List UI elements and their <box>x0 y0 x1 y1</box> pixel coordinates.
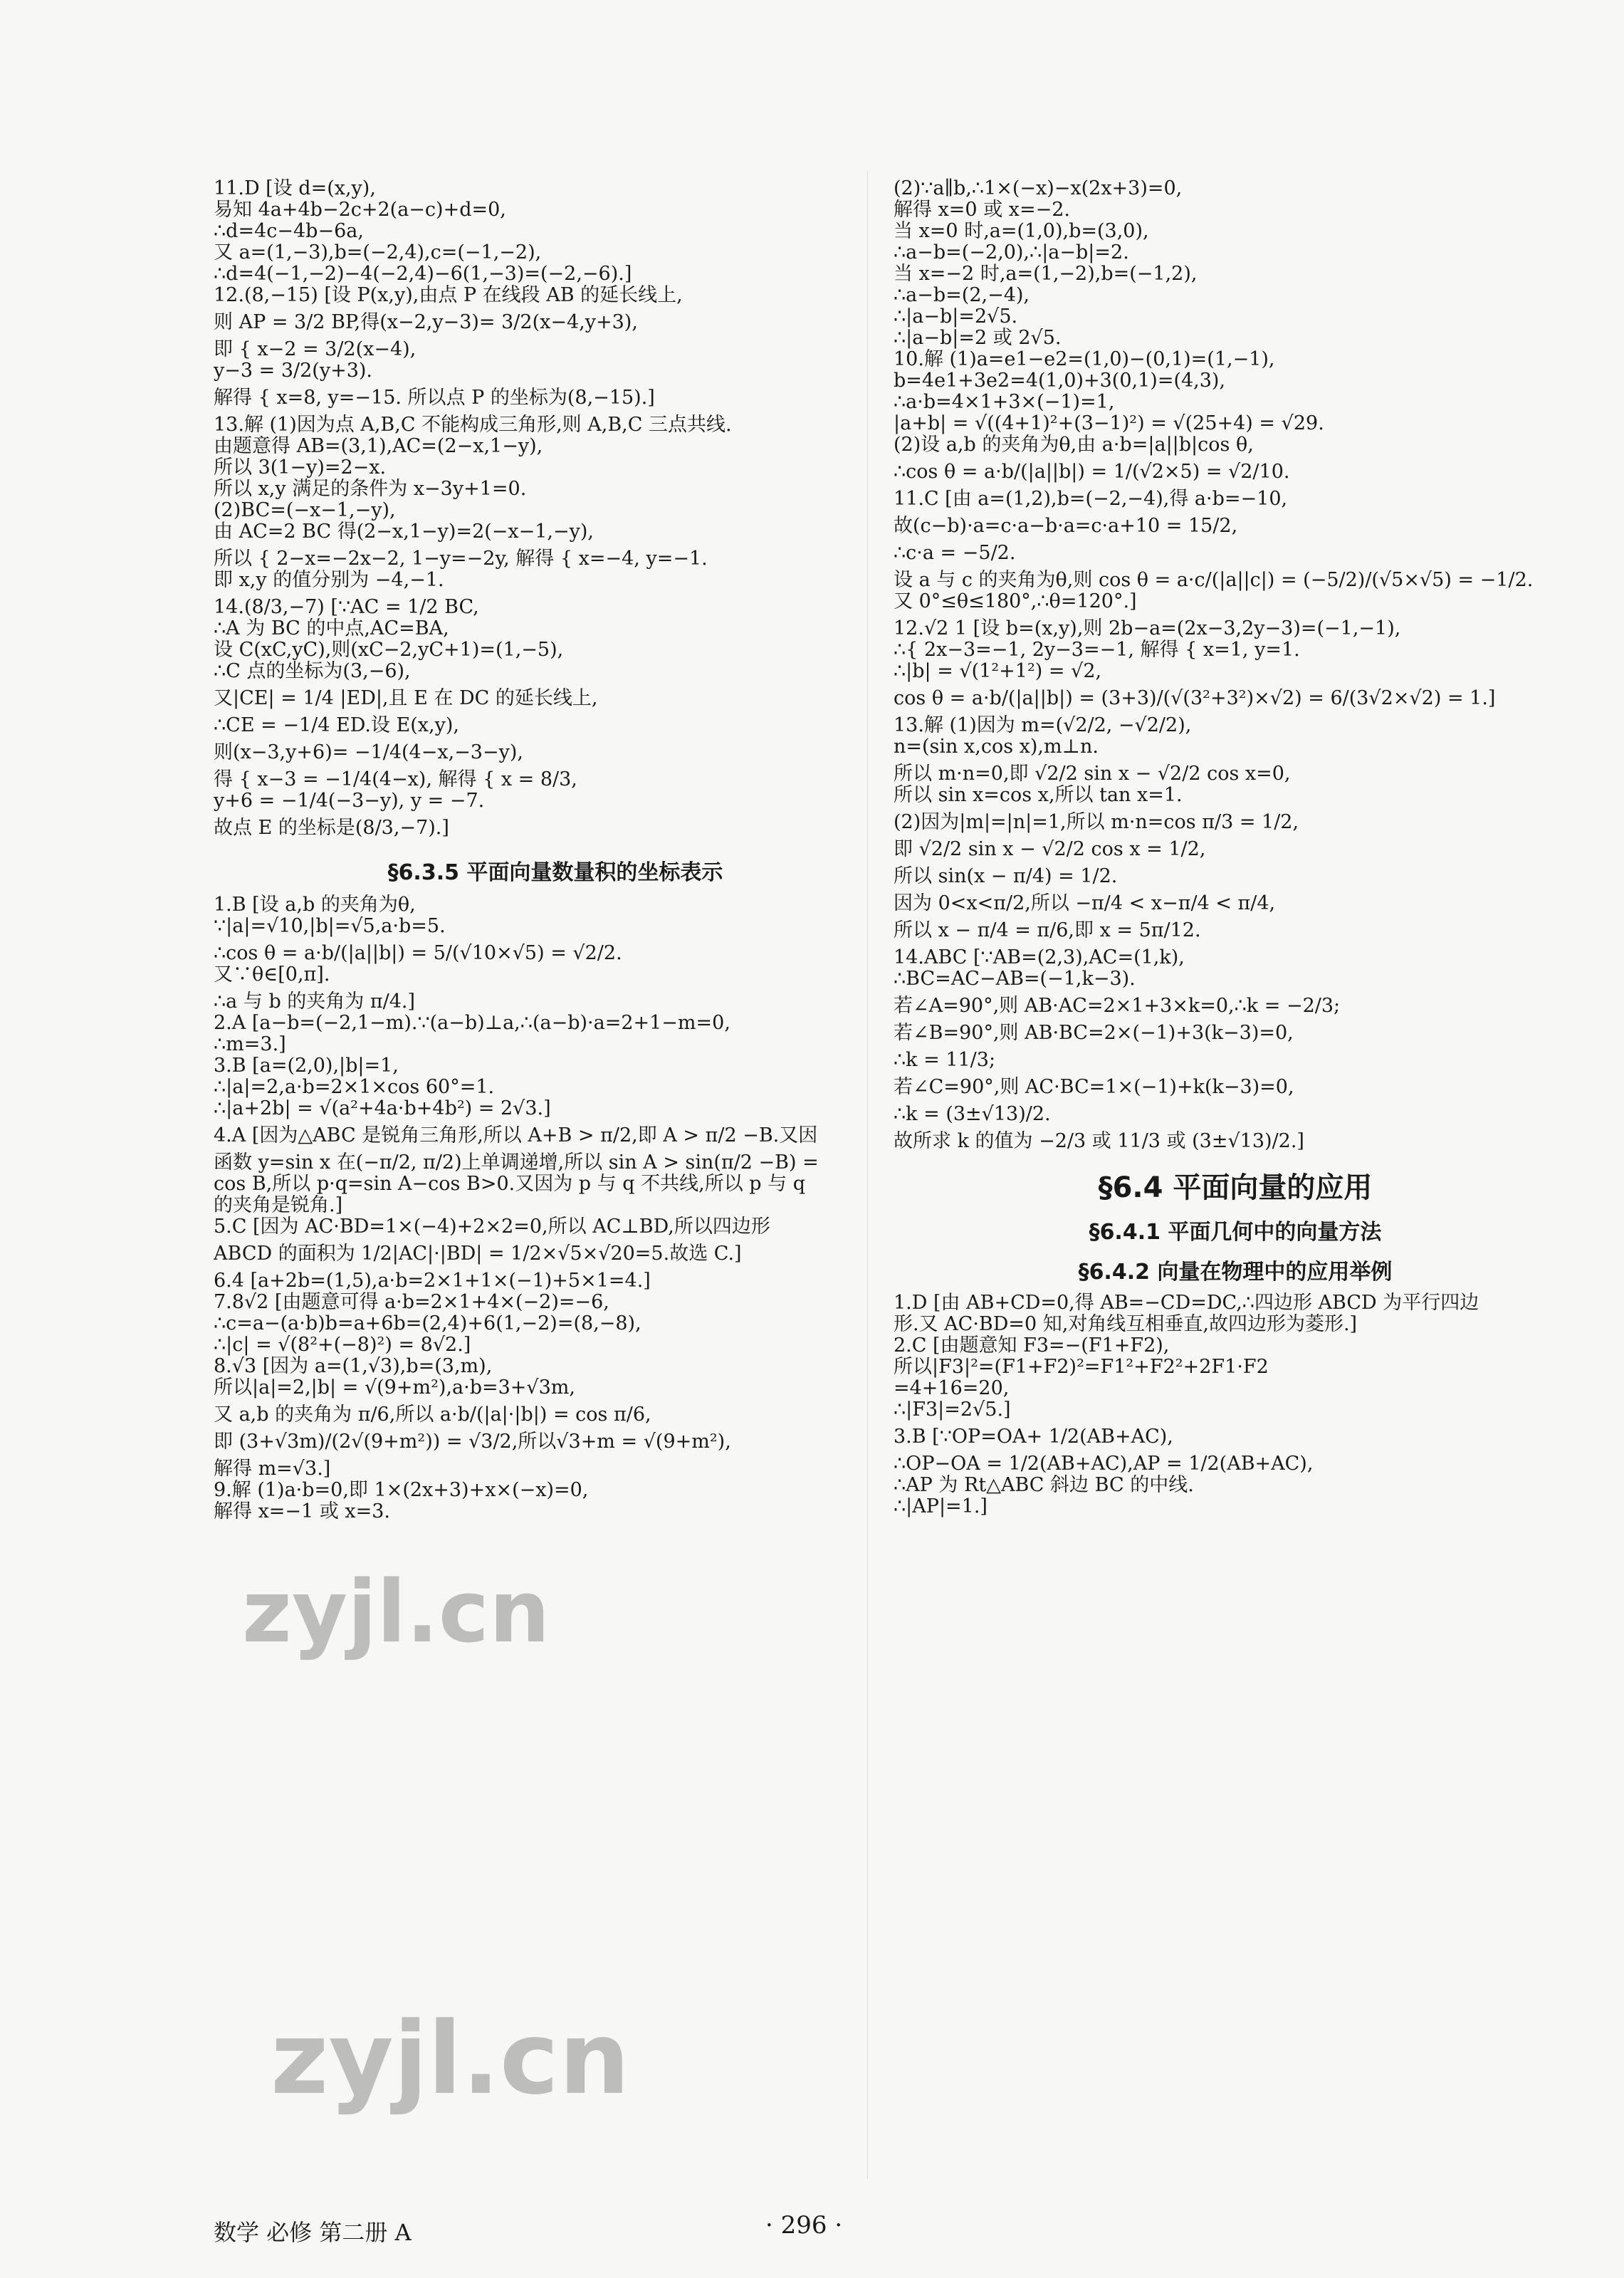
text-line: y−3 = 3/2(y+3). <box>214 360 373 382</box>
text-line: 又 0°≤θ≤180°,∴θ=120°.] <box>894 591 1137 612</box>
text-line: |a+b| = √((4+1)²+(3−1)²) = √(25+4) = √29. <box>894 413 1324 434</box>
text-line: 所以|F3|²=(F1+F2)²=F1²+F2²+2F1·F2 <box>894 1357 1269 1378</box>
text-line: ∴|F3|=2√5.] <box>894 1399 1011 1421</box>
text-line: 6.4 [a+2b=(1,5),a·b=2×1+1×(−1)+5×1=4.] <box>214 1270 651 1292</box>
text-line: 当 x=0 时,a=(1,0),b=(3,0), <box>894 221 1149 242</box>
text-line: 14.ABC [∵AB=(2,3),AC=(1,k), <box>894 947 1185 968</box>
text-line: (2)BC=(−x−1,−y), <box>214 500 396 521</box>
text-line: 得 { x−3 = −1/4(4−x), 解得 { x = 8/3, <box>214 769 577 790</box>
text-line: ∴a·b=4×1+3×(−1)=1, <box>894 392 1115 413</box>
text-line: ∴cos θ = a·b/(|a||b|) = 5/(√10×√5) = √2/2. <box>214 943 622 964</box>
text-line: ABCD 的面积为 1/2|AC|·|BD| = 1/2×√5×√20=5.故选 C.] <box>214 1243 742 1265</box>
text-line: 4.A [因为△ABC 是锐角三角形,所以 A+B > π/2,即 A > π/2 −B.又因 <box>214 1125 818 1146</box>
left-column <box>214 178 897 1522</box>
text-line: 9.解 (1)a·b=0,即 1×(2x+3)+x×(−x)=0, <box>214 1480 589 1501</box>
text-line: 故所求 k 的值为 −2/3 或 11/3 或 (3±√13)/2.] <box>894 1131 1304 1152</box>
text-line: 由题意得 AB=(3,1),AC=(2−x,1−y), <box>214 436 543 457</box>
text-line: 当 x=−2 时,a=(1,−2),b=(−1,2), <box>894 263 1198 285</box>
text-line: 7.8√2 [由题意可得 a·b=2×1+4×(−2)=−6, <box>214 1292 609 1313</box>
text-line: 1.B [设 a,b 的夹角为θ, <box>214 894 416 916</box>
text-line: ∴k = 11/3; <box>894 1050 996 1071</box>
text-line: 故点 E 的坐标是(8/3,−7).] <box>214 817 449 839</box>
text-line: 即 √2/2 sin x − √2/2 cos x = 1/2, <box>894 839 1206 860</box>
text-line: ∴cos θ = a·b/(|a||b|) = 1/(√2×5) = √2/10. <box>894 461 1290 483</box>
text-line: 14.(8/3,−7) [∵AC = 1/2 BC, <box>214 597 479 618</box>
text-line: 3.B [∵OP=OA+ 1/2(AB+AC), <box>894 1426 1173 1448</box>
text-line: cos θ = a·b/(|a||b|) = (3+3)/(√(3²+3²)×√2) = 6/(3√2×√2) = 1.] <box>894 688 1496 709</box>
text-line: ∴C 点的坐标为(3,−6), <box>214 661 411 682</box>
text-line: 所以 { 2−x=−2x−2, 1−y=−2y, 解得 { x=−4, y=−1. <box>214 548 708 570</box>
section-heading-6-4-1: §6.4.1 平面几何中的向量方法 <box>1089 1220 1382 1245</box>
text-line: ∴c=a−(a·b)b=a+6b=(2,4)+6(1,−2)=(8,−8), <box>214 1313 641 1334</box>
right-column <box>894 178 1577 1517</box>
text-line: ∴|a−b|=2√5. <box>894 306 1018 328</box>
text-line: 所以 sin(x − π/4) = 1/2. <box>894 866 1118 887</box>
text-line: 解得 x=−1 或 x=3. <box>214 1501 391 1522</box>
section-heading-6-4: §6.4 平面向量的应用 <box>1098 1171 1373 1204</box>
text-line: ∴|a|=2,a·b=2×1×cos 60°=1. <box>214 1077 495 1098</box>
text-line: 所以 3(1−y)=2−x. <box>214 457 387 479</box>
text-line: ∴|a+2b| = √(a²+4a·b+4b²) = 2√3.] <box>214 1098 551 1119</box>
text-line: 即 x,y 的值分别为 −4,−1. <box>214 570 444 591</box>
text-line: 5.C [因为 AC·BD=1×(−4)+2×2=0,所以 AC⊥BD,所以四边形 <box>214 1216 770 1238</box>
text-line: ∴k = (3±√13)/2. <box>894 1104 1051 1125</box>
text-line: 设 C(xC,yC),则(xC−2,yC+1)=(1,−5), <box>214 639 564 661</box>
footer-book-title: 数学 必修 第二册 A <box>214 2219 412 2246</box>
text-line: 即 (3+√3m)/(2√(9+m²)) = √3/2,所以√3+m = √(9+m²), <box>214 1431 731 1453</box>
text-line: ∴{ 2x−3=−1, 2y−3=−1, 解得 { x=1, y=1. <box>894 639 1300 661</box>
text-line: 又 a,b 的夹角为 π/6,所以 a·b/(|a|·|b|) = cos π/6, <box>214 1404 651 1426</box>
text-line: 11.C [由 a=(1,2),b=(−2,−4),得 a·b=−10, <box>894 488 1288 510</box>
text-line: ∴|AP|=1.] <box>894 1496 988 1517</box>
text-line: 函数 y=sin x 在(−π/2, π/2)上单调递增,所以 sin A > sin(π/2 −B) = <box>214 1152 819 1174</box>
text-line: 2.A [a−b=(−2,1−m).∵(a−b)⊥a,∴(a−b)·a=2+1−m=0, <box>214 1013 730 1034</box>
text-line: 若∠A=90°,则 AB·AC=2×1+3×k=0,∴k = −2/3; <box>894 996 1341 1017</box>
text-line: 若∠C=90°,则 AC·BC=1×(−1)+k(k−3)=0, <box>894 1077 1294 1098</box>
text-line: 所以 x,y 满足的条件为 x−3y+1=0. <box>214 479 527 500</box>
text-line: ∴m=3.] <box>214 1034 286 1055</box>
text-line: 则 AP = 3/2 BP,得(x−2,y−3)= 3/2(x−4,y+3), <box>214 312 638 333</box>
text-line: 1.D [由 AB+CD=0,得 AB=−CD=DC,∴四边形 ABCD 为平行四边 <box>894 1292 1479 1314</box>
text-line: cos B,所以 p·q=sin A−cos B>0.又因为 p 与 q 不共线,所以 p 与 q <box>214 1174 806 1195</box>
text-line: y+6 = −1/4(−3−y), y = −7. <box>214 790 485 812</box>
text-line: 易知 4a+4b−2c+2(a−c)+d=0, <box>214 199 506 221</box>
text-line: 设 a 与 c 的夹角为θ,则 cos θ = a·c/(|a||c|) = (−5/2)/(√5×√5) = −1/2. <box>894 570 1534 591</box>
text-line: 8.√3 [因为 a=(1,√3),b=(3,m), <box>214 1356 493 1377</box>
text-line: ∴BC=AC−AB=(−1,k−3). <box>894 968 1136 990</box>
section-heading-6-3-5: §6.3.5 平面向量数量积的坐标表示 <box>387 860 723 885</box>
text-line: ∴A 为 BC 的中点,AC=BA, <box>214 618 449 639</box>
text-line: 又|CE| = 1/4 |ED|,且 E 在 DC 的延长线上, <box>214 688 598 709</box>
text-line: 12.√2 1 [设 b=(x,y),则 2b−a=(2x−3,2y−3)=(−1,−1), <box>894 618 1401 639</box>
text-line: 解得 x=0 或 x=−2. <box>894 199 1071 221</box>
text-line: 若∠B=90°,则 AB·BC=2×(−1)+3(k−3)=0, <box>894 1023 1294 1044</box>
text-line: 12.(8,−15) [设 P(x,y),由点 P 在线段 AB 的延长线上, <box>214 285 683 306</box>
text-line: 所以 sin x=cos x,所以 tan x=1. <box>894 785 1183 806</box>
text-line: 由 AC=2 BC 得(2−x,1−y)=2(−x−1,−y), <box>214 521 594 543</box>
text-line: ∵|a|=√10,|b|=√5,a·b=5. <box>214 916 446 937</box>
text-line: ∴d=4c−4b−6a, <box>214 221 364 242</box>
text-line: 11.D [设 d=(x,y), <box>214 178 376 199</box>
text-line: 10.解 (1)a=e1−e2=(1,0)−(0,1)=(1,−1), <box>894 349 1275 370</box>
text-line: 的夹角是锐角.] <box>214 1195 343 1216</box>
text-line: ∴OP−OA = 1/2(AB+AC),AP = 1/2(AB+AC), <box>894 1453 1314 1475</box>
text-line: ∴|b| = √(1²+1²) = √2, <box>894 661 1102 682</box>
text-line: 解得 { x=8, y=−15. 所以点 P 的坐标为(8,−15).] <box>214 387 655 409</box>
text-line: 13.解 (1)因为点 A,B,C 不能构成三角形,则 A,B,C 三点共线. <box>214 414 732 436</box>
text-line: 又∵θ∈[0,π]. <box>214 964 330 986</box>
text-line: 3.B [a=(2,0),|b|=1, <box>214 1055 399 1077</box>
text-line: ∴d=4(−1,−2)−4(−2,4)−6(1,−3)=(−2,−6).] <box>214 263 632 285</box>
text-line: 因为 0<x<π/2,所以 −π/4 < x−π/4 < π/4, <box>894 893 1276 914</box>
text-line: ∴AP 为 Rt△ABC 斜边 BC 的中线. <box>894 1475 1194 1496</box>
text-line: ∴CE = −1/4 ED.设 E(x,y), <box>214 715 459 736</box>
text-line: 又 a=(1,−3),b=(−2,4),c=(−1,−2), <box>214 242 542 263</box>
text-line: (2)因为|m|=|n|=1,所以 m·n=cos π/3 = 1/2, <box>894 812 1299 833</box>
text-line: 即 { x−2 = 3/2(x−4), <box>214 339 417 360</box>
section-heading-6-4-2: §6.4.2 向量在物理中的应用举例 <box>1078 1260 1393 1285</box>
text-line: 所以 m·n=0,即 √2/2 sin x − √2/2 cos x=0, <box>894 763 1291 785</box>
page-number: · 296 · <box>765 2211 843 2240</box>
text-line: ∴a 与 b 的夹角为 π/4.] <box>214 991 416 1013</box>
text-line: (2)∵a∥b,∴1×(−x)−x(2x+3)=0, <box>894 178 1183 199</box>
text-line: n=(sin x,cos x),m⊥n. <box>894 736 1099 758</box>
text-line: 所以|a|=2,|b| = √(9+m²),a·b=3+√3m, <box>214 1377 575 1399</box>
text-line: 所以 x − π/4 = π/6,即 x = 5π/12. <box>894 920 1201 941</box>
text-line: =4+16=20, <box>894 1378 1010 1399</box>
text-line: ∴|c| = √(8²+(−8)²) = 8√2.] <box>214 1334 471 1356</box>
text-line: ∴c·a = −5/2. <box>894 543 1016 564</box>
text-line: b=4e1+3e2=4(1,0)+3(0,1)=(4,3), <box>894 370 1226 392</box>
text-line: 则(x−3,y+6)= −1/4(4−x,−3−y), <box>214 742 523 763</box>
text-line: 解得 m=√3.] <box>214 1458 331 1480</box>
watermark: zyjl.cn <box>271 2001 630 2117</box>
text-line: ∴a−b=(−2,0),∴|a−b|=2. <box>894 242 1129 263</box>
text-line: ∴|a−b|=2 或 2√5. <box>894 328 1062 349</box>
text-line: 故(c−b)·a=c·a−b·a=c·a+10 = 15/2, <box>894 516 1238 537</box>
text-line: 13.解 (1)因为 m=(√2/2, −√2/2), <box>894 715 1192 736</box>
text-line: 形.又 AC·BD=0 知,对角线互相垂直,故四边形为菱形.] <box>894 1314 1358 1335</box>
text-line: 2.C [由题意知 F3=−(F1+F2), <box>894 1335 1170 1357</box>
watermark: zyjl.cn <box>242 1563 550 1662</box>
text-line: ∴a−b=(2,−4), <box>894 285 1030 306</box>
text-line: (2)设 a,b 的夹角为θ,由 a·b=|a||b|cos θ, <box>894 434 1254 456</box>
